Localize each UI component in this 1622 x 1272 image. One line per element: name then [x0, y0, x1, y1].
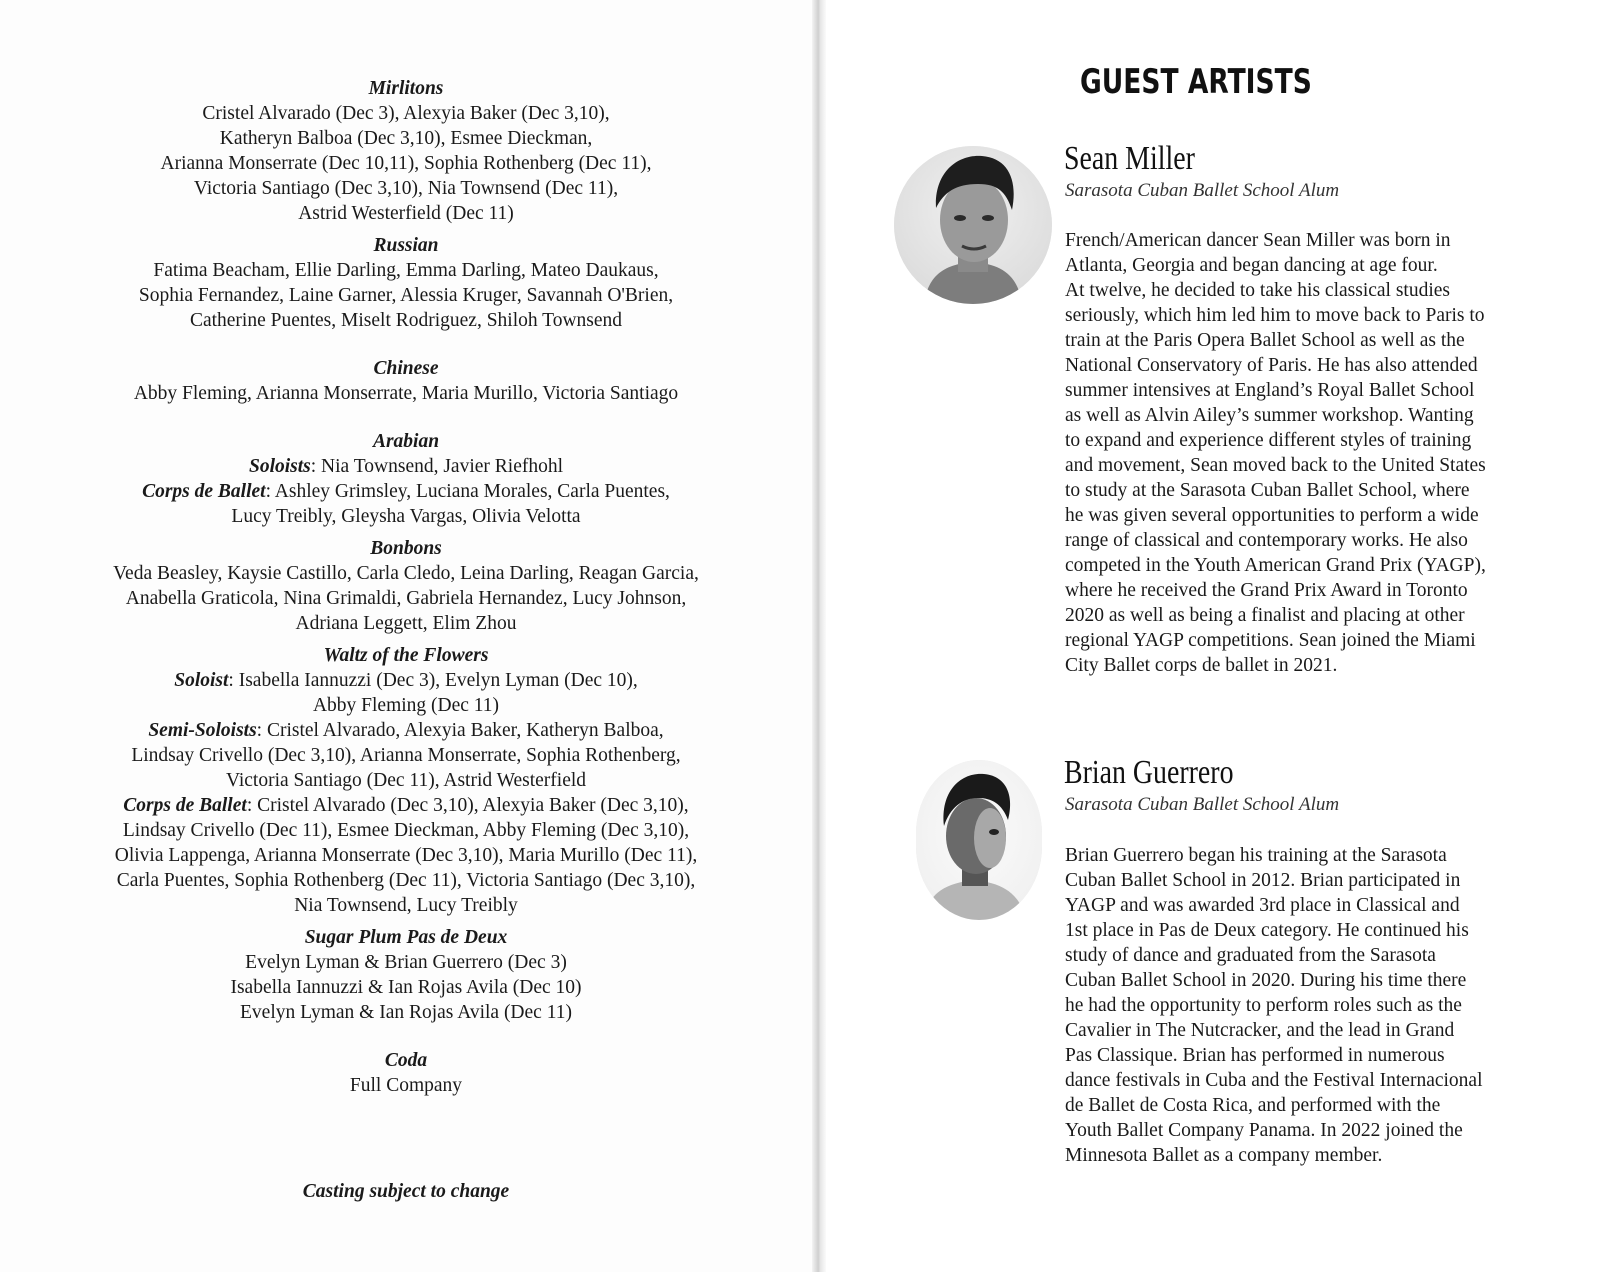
cast-line: Fatima Beacham, Ellie Darling, Emma Darling, Mateo Daukaus,: [153, 260, 659, 281]
cast-line: Abby Fleming, Arianna Monserrate, Maria Murillo, Victoria Santiago: [133, 383, 679, 404]
cast-line: [50, 793, 762, 818]
cast-line: Evelyn Lyman & Brian Guerrero (Dec 3): [245, 952, 567, 973]
cast-line: Abby Fleming (Dec 11): [312, 695, 500, 716]
cast-line: [50, 668, 762, 693]
section-sugar-plum: [50, 925, 762, 1025]
role-label: Soloists: [248, 456, 311, 477]
cast-line: [50, 479, 762, 504]
role-names: : Ashley Grimsley, Luciana Morales, Carla Puentes,: [265, 481, 670, 502]
artist-bio: French/American dancer Sean Miller was born in Atlanta, Georgia and began dancing at age four. At twelve, he decided to take his classical studies seriously, which him led him to move back to Paris to train at the Paris Opera Ballet School as well as the National Conservatory of Paris. He has also attended summer intensives at England’s Royal Ballet School as well as Alvin Ailey’s summer workshop. Wanting to expand and experience different styles of training and movement, Sean moved back to the United States to study at the Sarasota Cuban Ballet School, where he was given several opportunities to perform a wide range of classical and contemporary works. He also competed in the Youth American Grand Prix (YAGP), where he received the Grand Prix Award in Toronto 2020 as well as being a finalist and placing at other regional YAGP competitions. Sean joined the Miami City Ballet corps de ballet in 2021.: [1065, 230, 1486, 676]
artist-photo-brian-guerrero: [916, 760, 1042, 920]
cast-line: Lindsay Crivello (Dec 11), Esmee Dieckman, Abby Fleming (Dec 3,10),: [122, 820, 690, 841]
cast-line: Isabella Iannuzzi & Ian Rojas Avila (Dec 10): [230, 977, 582, 998]
cast-list: [50, 76, 762, 1098]
cast-line: Cristel Alvarado (Dec 3), Alexyia Baker (Dec 3,10),: [202, 103, 610, 124]
cast-line: Lucy Treibly, Gleysha Vargas, Olivia Velotta: [231, 506, 581, 527]
section-title: Russian: [373, 235, 439, 256]
role-names: : Isabella Iannuzzi (Dec 3), Evelyn Lyman (Dec 10),: [228, 670, 638, 691]
section-title: Chinese: [373, 358, 439, 379]
cast-line: Catherine Puentes, Miselt Rodriguez, Shiloh Townsend: [189, 310, 623, 331]
cast-line: Arianna Monserrate (Dec 10,11), Sophia Rothenberg (Dec 11),: [160, 153, 652, 174]
cast-line: [50, 718, 762, 743]
artist-subtitle: Sarasota Cuban Ballet School Alum: [1065, 180, 1340, 201]
cast-line: Veda Beasley, Kaysie Castillo, Carla Cledo, Leina Darling, Reagan Garcia,: [113, 563, 699, 584]
cast-line: [50, 454, 762, 479]
section-russian: [50, 233, 762, 333]
cast-line: Evelyn Lyman & Ian Rojas Avila (Dec 11): [240, 1002, 572, 1023]
section-mirlitons: [50, 76, 762, 226]
cast-line: Anabella Graticola, Nina Grimaldi, Gabriela Hernandez, Lucy Johnson,: [125, 588, 687, 609]
cast-line: Olivia Lappenga, Arianna Monserrate (Dec 3,10), Maria Murillo (Dec 11),: [114, 845, 698, 866]
portrait-image: [894, 146, 1052, 304]
artist-bio: Brian Guerrero began his training at the Sarasota Cuban Ballet School in 2012. Brian participated in YAGP and was awarded 3rd place in Classical and 1st place in Pas de Deux category. He continued his study of dance and graduated from the Sarasota Cuban Ballet School in 2020. During his time there he had the opportunity to perform roles such as the Cavalier in The Nutcracker, and the lead in Grand Pas Classique. Brian has performed in numerous dance festivals in Cuba and the Festival Internacional de Ballet de Costa Rica, and performed with the Youth Ballet Company Panama. In 2022 joined the Minnesota Ballet as a company member.: [1065, 845, 1483, 1166]
section-title: Waltz of the Flowers: [323, 645, 489, 666]
section-arabian: [50, 429, 762, 529]
section-title: Bonbons: [370, 538, 442, 559]
section-title: Coda: [384, 1050, 428, 1071]
cast-line: Katheryn Balboa (Dec 3,10), Esmee Dieckman,: [219, 128, 593, 149]
section-title: Mirlitons: [368, 78, 444, 99]
role-names: : Nia Townsend, Javier Riefhohl: [310, 456, 564, 477]
cast-line: Astrid Westerfield (Dec 11): [298, 203, 514, 224]
cast-line: Adriana Leggett, Elim Zhou: [295, 613, 517, 634]
cast-line: Victoria Santiago (Dec 11), Astrid Westerfield: [225, 770, 587, 791]
artist-photo-sean-miller: [894, 146, 1052, 304]
role-label: Soloist: [174, 670, 229, 691]
cast-line: Nia Townsend, Lucy Treibly: [294, 895, 518, 916]
casting-note: Casting subject to change: [302, 1181, 510, 1202]
role-label: Corps de Ballet: [142, 481, 266, 502]
role-names: : Cristel Alvarado (Dec 3,10), Alexyia Baker (Dec 3,10),: [246, 795, 689, 816]
section-title: Arabian: [372, 431, 440, 452]
cast-line: Lindsay Crivello (Dec 3,10), Arianna Monserrate, Sophia Rothenberg,: [131, 745, 681, 766]
cast-line: Victoria Santiago (Dec 3,10), Nia Townsend (Dec 11),: [193, 178, 619, 199]
role-names: : Cristel Alvarado, Alexyia Baker, Katheryn Balboa,: [256, 720, 664, 741]
section-bonbons: [50, 536, 762, 636]
artist-name: Brian Guerrero: [1064, 754, 1234, 791]
guest-artists-heading: GUEST ARTISTS: [1080, 62, 1312, 102]
section-chinese: [50, 356, 762, 406]
page-gutter: [812, 0, 826, 1272]
portrait-image: [916, 760, 1042, 920]
cast-line: Carla Puentes, Sophia Rothenberg (Dec 11), Victoria Santiago (Dec 3,10),: [116, 870, 696, 891]
section-title: Sugar Plum Pas de Deux: [304, 927, 508, 948]
cast-line: Full Company: [349, 1075, 463, 1096]
section-coda: [50, 1048, 762, 1098]
section-waltz: [50, 643, 762, 918]
artist-subtitle: Sarasota Cuban Ballet School Alum: [1065, 794, 1340, 815]
role-label: Corps de Ballet: [123, 795, 247, 816]
artist-name: Sean Miller: [1064, 140, 1195, 177]
cast-line: Sophia Fernandez, Laine Garner, Alessia Kruger, Savannah O'Brien,: [138, 285, 674, 306]
role-label: Semi-Soloists: [148, 720, 257, 741]
